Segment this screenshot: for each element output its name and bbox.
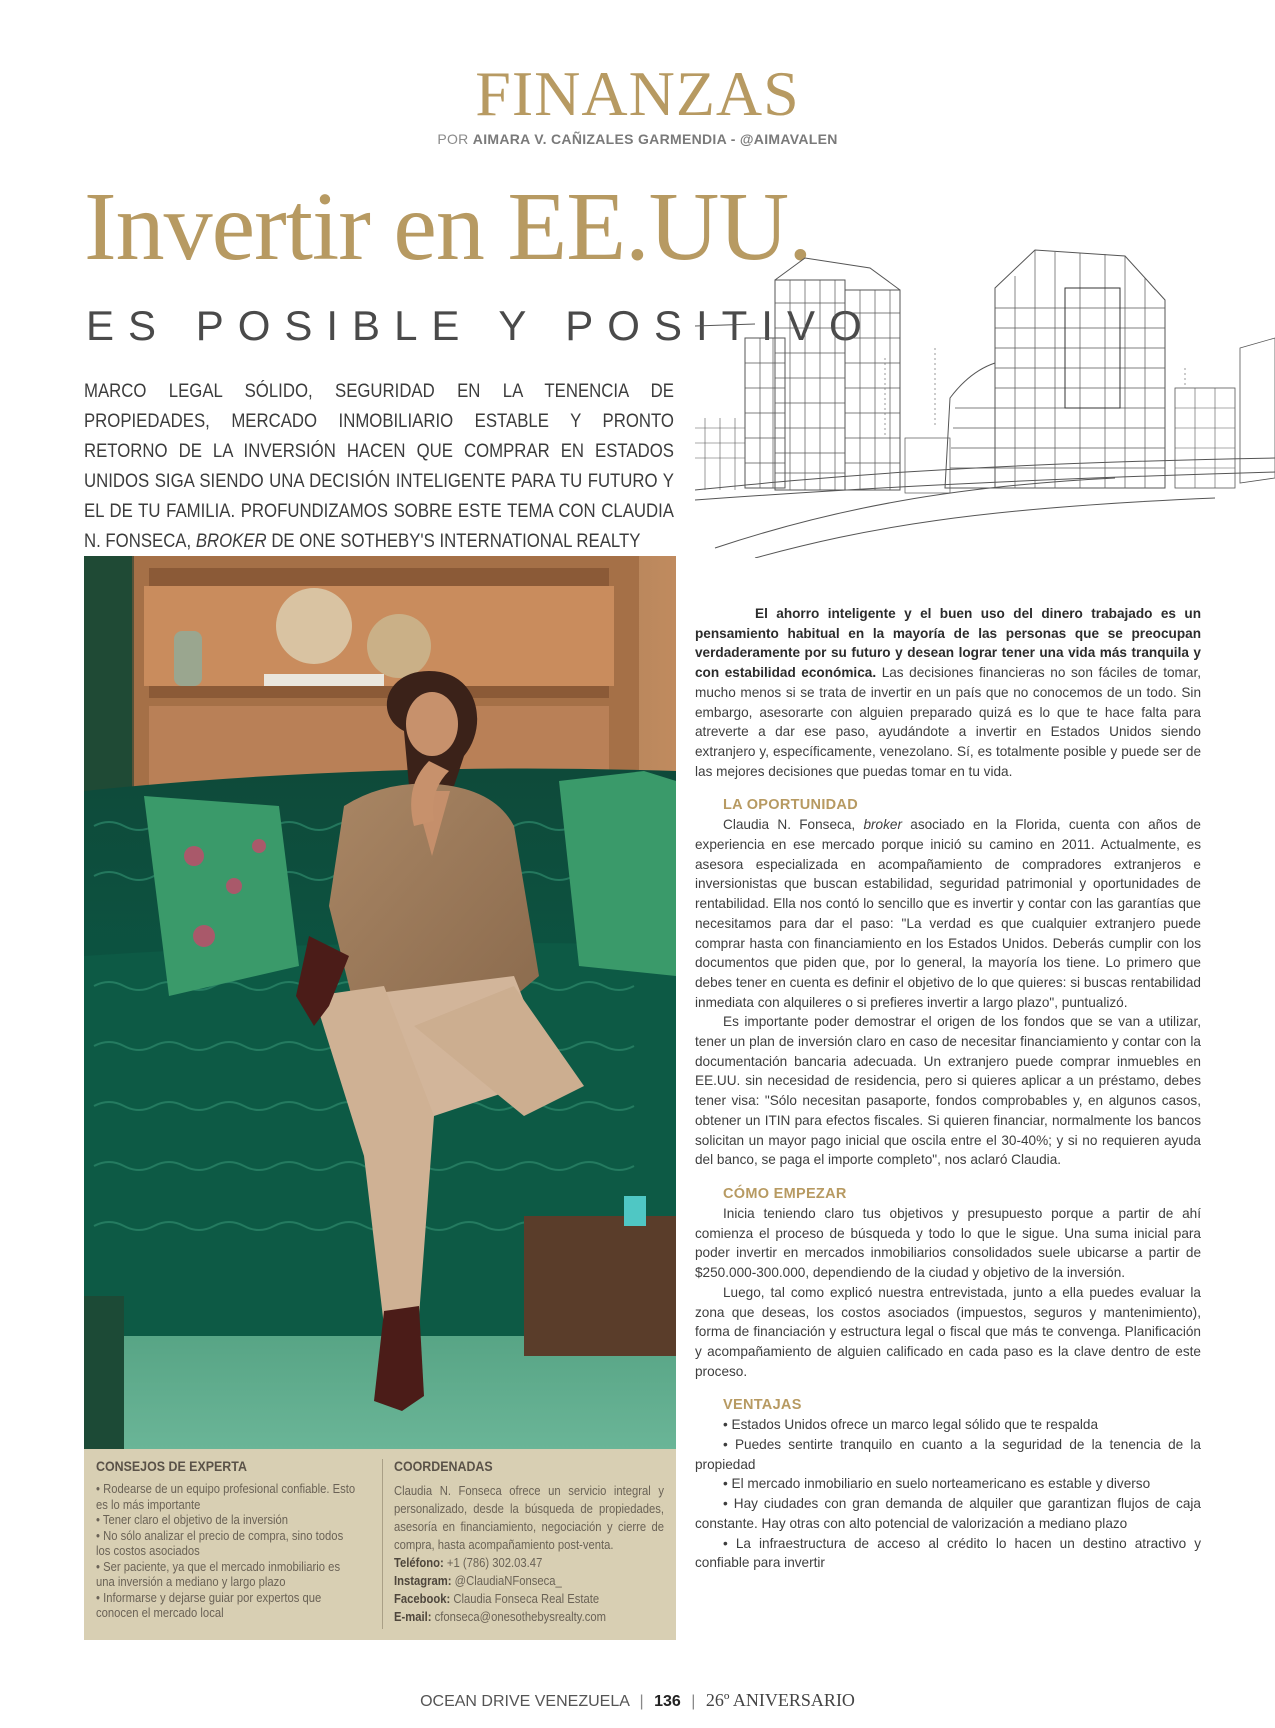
- lead-bold: El ahorro inteligente y el buen uso del dinero trabajado es un pensamiento habitual en la mayoría de las personas que se preocupan verdaderamente por su futuro y desean lograr tener una vida más tranquila y con estabilidad económica.: [695, 606, 1201, 681]
- page-footer: OCEAN DRIVE VENEZUELA | 136 | 26º ANIVERSARIO: [420, 1690, 855, 1710]
- contact-instagram: Instagram: @ClaudiaNFonseca_: [394, 1574, 562, 1588]
- section-heading: CÓMO EMPEZAR: [723, 1185, 847, 1202]
- bullet-item: • Puedes sentirte tranquilo en cuanto a la seguridad de la tenencia de la propiedad: [695, 1437, 1201, 1472]
- headline: Invertir en EE.UU.: [84, 173, 812, 281]
- intro-paragraph: [84, 376, 674, 556]
- contact-info: [394, 1459, 694, 1626]
- bullet-item: • La infraestructura de acceso al crédito lo hacen un destino atractivo y confiable para invertir: [695, 1535, 1201, 1571]
- paragraph: Luego, tal como explicó nuestra entrevistada, junto a ella puedes evaluar la zona que deseas, los costos asociados (impuestos, seguros y mantenimiento), forma de financiación y estructura legal o fiscal que más te convenga. Planificación y acompañamiento de alguien calificado en cada paso es la clave dentro de este proceso.: [695, 1284, 1201, 1379]
- contact-phone: Teléfono: +1 (786) 302.03.47: [394, 1556, 543, 1570]
- byline-author: AIMARA V. CAÑIZALES GARMENDIA - @AIMAVALEN: [472, 131, 838, 147]
- bullet-item: • El mercado inmobiliario en suelo norteamericano es estable y diverso: [723, 1476, 1151, 1492]
- sidebar-box: [84, 1449, 676, 1640]
- contact-title: COORDENADAS: [394, 1459, 493, 1474]
- portrait-photo: [84, 556, 676, 1449]
- bullet-item: • Estados Unidos ofrece un marco legal sólido que te respalda: [723, 1417, 1099, 1433]
- byline-prefix: POR: [437, 131, 469, 147]
- magazine-name: OCEAN DRIVE VENEZUELA: [420, 1693, 630, 1710]
- subheadline: ES POSIBLE Y POSITIVO: [86, 302, 876, 349]
- tip-item: • Informarse y dejarse guiar por expertos que conocen el mercado local: [96, 1590, 322, 1620]
- tip-item: • Ser paciente, ya que el mercado inmobiliario es una inversión a mediano y largo plazo: [96, 1559, 341, 1589]
- lead-paragraph: [695, 604, 1201, 781]
- intro-italic: BROKER: [195, 530, 267, 552]
- byline: [0, 131, 1275, 147]
- intro-text: MARCO LEGAL SÓLIDO, SEGURIDAD EN LA TENENCIA DE PROPIEDADES, MERCADO INMOBILIARIO ESTABLE Y PRONTO RETORNO DE LA INVERSIÓN HACEN QUE COMPRAR EN ESTADOS UNIDOS SIGA SIENDO UNA DECISIÓN INTELIGENTE PARA TU FUTURO Y EL DE TU FAMILIA. PROFUNDIZAMOS SOBRE ESTE TEMA CON CLAUDIA N. FONSECA,: [84, 380, 674, 552]
- paragraph: Es importante poder demostrar el origen de los fondos que se van a utilizar, tener un plan de inversión claro en caso de necesitar financiamiento y contar con la documentación bancaria adecuada. Un extranjero puede comprar inmuebles en EE.UU. sin necesidad de residencia, pero si quieres aplicar a un préstamo, debes tener visa: "Sólo necesitan pasaporte, fondos comprobables y, en algunos casos, obtener un ITIN para efectos fiscales. Si quieren financiar, normalmente los bancos solicitan un mayor pago inicial que oscila entre el 30-40%; y si no requieren ayuda del banco, se paga el importe completo", nos aclaró Claudia.: [695, 1014, 1201, 1168]
- contact-facebook: Facebook: Claudia Fonseca Real Estate: [394, 1592, 600, 1606]
- contact-block: [394, 1482, 664, 1626]
- paragraph: Inicia teniendo claro tus objetivos y presupuesto porque a partir de ahí comienza el proceso de búsqueda y todo lo que le sigue. Una suma inicial para poder invertir en mercados inmobiliarios consolidados suele ubicarse a partir de $250.000-300.000, dependiendo de la ciudad y objetivo de la inversión.: [695, 1205, 1201, 1281]
- bullet-item: • Hay ciudades con gran demanda de alquiler que garantizan flujos de caja constante. Hay otras con alto potencial de valorización a mediano plazo: [695, 1496, 1201, 1531]
- sidebar-divider: [382, 1459, 383, 1629]
- article-body: [695, 604, 1201, 1573]
- contact-description: Claudia N. Fonseca ofrece un servicio integral y personalizado, desde la búsqueda de propiedades, asesoría en financiamiento, negociación y cierre de compra, hasta acompañamiento post-venta.: [394, 1484, 664, 1552]
- tip-item: • Rodearse de un equipo profesional confiable. Esto es lo más importante: [96, 1482, 356, 1512]
- lead-rest: Las decisiones financieras no son fáciles de tomar, mucho menos si se trata de invertir en un país que no conocemos de un todo. Sin embargo, asesorarte con alguien preparado quizá es lo que te hace falta para atreverte a dar ese paso, ayudándote a invertir en Estados Unidos siendo extranjero y, específicamente, venezolano. Sí, es totalmente posible y puede ser de las mejores decisiones que puedas tomar en tu vida.: [695, 665, 1201, 779]
- tips-title: CONSEJOS DE EXPERTA: [96, 1459, 247, 1474]
- intro-tail: DE ONE SOTHEBY'S INTERNATIONAL REALTY: [271, 530, 641, 552]
- tip-item: • Tener claro el objetivo de la inversión: [96, 1513, 288, 1527]
- anniversary-label: 26º ANIVERSARIO: [705, 1690, 855, 1710]
- section-heading: LA OPORTUNIDAD: [723, 797, 858, 814]
- contact-email: E-mail: cfonseca@onesothebysrealty.com: [394, 1610, 606, 1624]
- paragraph: Claudia N. Fonseca, broker asociado en la Florida, cuenta con años de experiencia en ese mercado porque inició su camino en 2011. Actualmente, es asesora especializada en acompañamiento de compradores extranjeros e inversionistas que buscan estabilidad, seguridad patrimonial y oportunidades de rentabilidad. Ella nos contó lo sencillo que es invertir y contar con las garantías que necesitamos para dar el paso: "La verdad es que cualquier extranjero puede comprar hasta con financiamiento en los Estados Unidos. Deberás cumplir con los documentos que piden que, por lo general, la mayoría los tiene. Lo primero que debes tener en cuenta es definir el objetivo de lo que quieres: si buscas rentabilidad inmediata con alquileres o si prefieres invertir a largo plazo", puntualizó.: [695, 817, 1201, 1010]
- building-sketch-illustration: [695, 228, 1275, 558]
- section-heading: VENTAJAS: [723, 1397, 802, 1414]
- expert-tips: [96, 1459, 386, 1622]
- tip-item: • No sólo analizar el precio de compra, sino todos los costos asociados: [96, 1528, 344, 1558]
- page-number: 136: [654, 1693, 681, 1710]
- tips-list: [96, 1482, 357, 1622]
- section-title: FINANZAS: [475, 58, 800, 129]
